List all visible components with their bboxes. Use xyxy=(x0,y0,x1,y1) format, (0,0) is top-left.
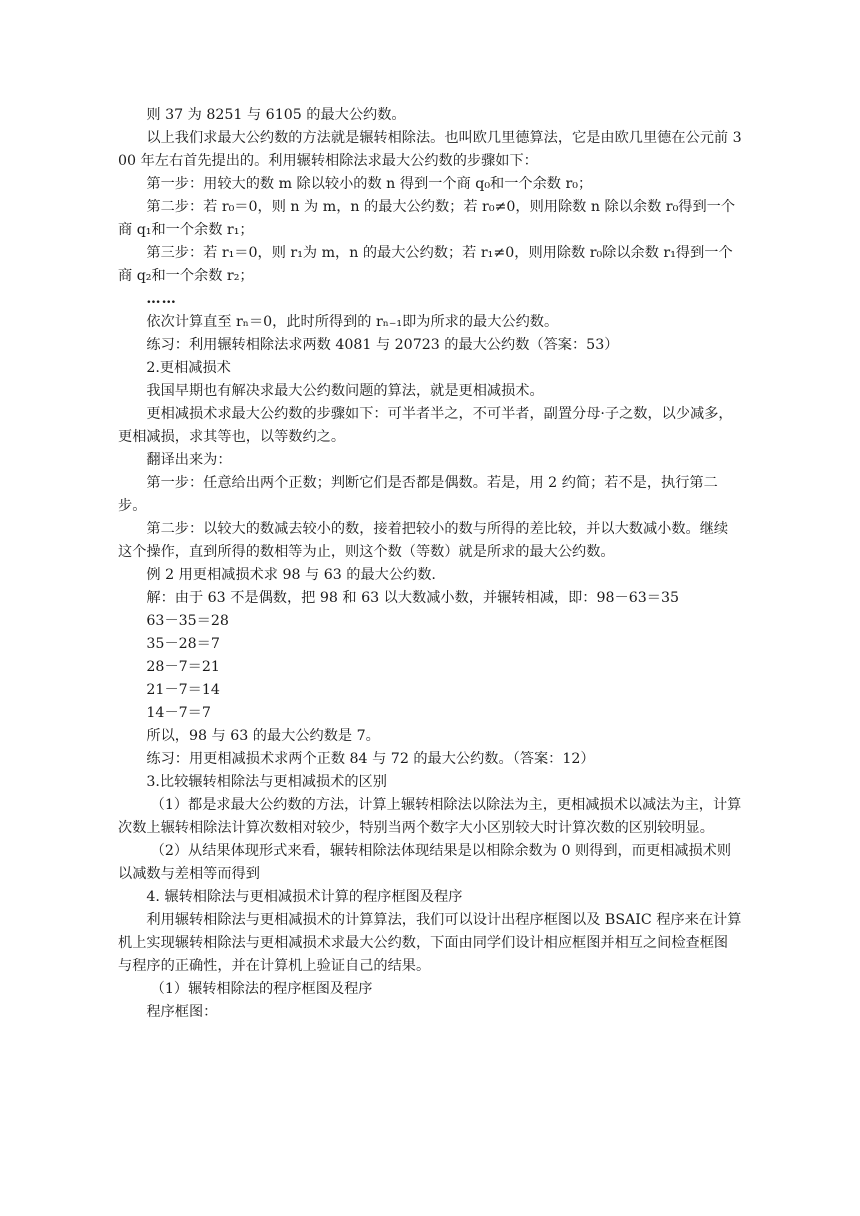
equation-line: 63－35＝28 xyxy=(146,613,229,629)
paragraph: 以上我们求最大公约数的方法就是辗转相除法。也叫欧几里德算法，它是由欧几里德在公元前 300 年左右首先提出的。利用辗转相除法求最大公约数的步骤如下： xyxy=(118,130,742,169)
paragraph: 我国早期也有解决求最大公约数问题的算法，就是更相减损术。 xyxy=(146,383,544,399)
equation-line: 35－28＝7 xyxy=(146,636,220,652)
step-2: 第二步：若 r₀＝0，则 n 为 m，n 的最大公约数；若 r₀≠0，则用除数 n 除以余数 r₀得到一个商 q₁和一个余数 r₁； xyxy=(118,199,736,238)
exercise: 练习：用更相减损术求两个正数 84 与 72 的最大公约数。（答案：12） xyxy=(146,751,595,767)
text-line: 依次计算直至 rₙ＝0，此时所得到的 rₙ₋₁即为所求的最大公约数。 xyxy=(146,314,559,330)
subsection-heading: （1）辗转相除法的程序框图及程序 xyxy=(150,981,373,997)
conclusion-line: 所以，98 与 63 的最大公约数是 7。 xyxy=(146,728,380,744)
step-3: 第三步：若 r₁＝0，则 r₁为 m，n 的最大公约数；若 r₁≠0，则用除数 r₀除以余数 r₁得到一个商 q₂和一个余数 r₂； xyxy=(118,245,733,284)
text-line: 程序框图： xyxy=(146,1004,218,1020)
step-2: 第二步：以较大的数减去较小的数，接着把较小的数与所得的差比较，并以大数减小数。继续这个操作，直到所得的数相等为止，则这个数（等数）就是所求的最大公约数。 xyxy=(118,521,729,560)
paragraph: 利用辗转相除法与更相减损术的计算算法，我们可以设计出程序框图以及 BSAIC 程序来在计算机上实现辗转相除法与更相减损术求最大公约数，下面由同学们设计相应框图并相互之间检查框图与程序的正确性，并在计算机上验证自己的结果。 xyxy=(118,912,742,974)
example-heading: 例 2 用更相减损术求 98 与 63 的最大公约数. xyxy=(146,567,436,583)
section-heading: 2.更相减损术 xyxy=(146,360,231,376)
step-1: 第一步：用较大的数 m 除以较小的数 n 得到一个商 q₀和一个余数 r₀； xyxy=(146,176,593,192)
equation-line: 14－7＝7 xyxy=(146,705,211,721)
equation-line: 21－7＝14 xyxy=(146,682,220,698)
comparison-item-1: （1）都是求最大公约数的方法，计算上辗转相除法以除法为主，更相减损术以减法为主，计算次数上辗转相除法计算次数相对较少，特别当两个数字大小区别较大时计算次数的区别较明显。 xyxy=(118,797,742,836)
paragraph: 更相减损术求最大公约数的步骤如下：可半者半之，不可半者，副置分母·子之数，以少减多，更相减损，求其等也，以等数约之。 xyxy=(118,406,733,445)
text-line: 翻译出来为： xyxy=(146,452,232,468)
solution-line: 解：由于 63 不是偶数，把 98 和 63 以大数减小数，并辗转相减，即：98－63＝35 xyxy=(146,590,680,606)
text-line: 则 37 为 8251 与 6105 的最大公约数。 xyxy=(146,107,406,123)
step-1: 第一步：任意给出两个正数；判断它们是否都是偶数。若是，用 2 约简；若不是，执行第二步。 xyxy=(118,475,718,514)
document-body xyxy=(118,104,742,1024)
comparison-item-2: （2）从结果体现形式来看，辗转相除法体现结果是以相除余数为 0 则得到，而更相减损术则以减数与差相等而得到 xyxy=(118,843,732,882)
exercise: 练习：利用辗转相除法求两数 4081 与 20723 的最大公约数（答案：53） xyxy=(146,337,619,353)
section-heading: 3.比较辗转相除法与更相减损术的区别 xyxy=(146,774,387,790)
equation-line: 28－7＝21 xyxy=(146,659,220,675)
ellipsis: …… xyxy=(146,291,177,307)
section-heading: 4. 辗转相除法与更相减损术计算的程序框图及程序 xyxy=(146,889,463,905)
